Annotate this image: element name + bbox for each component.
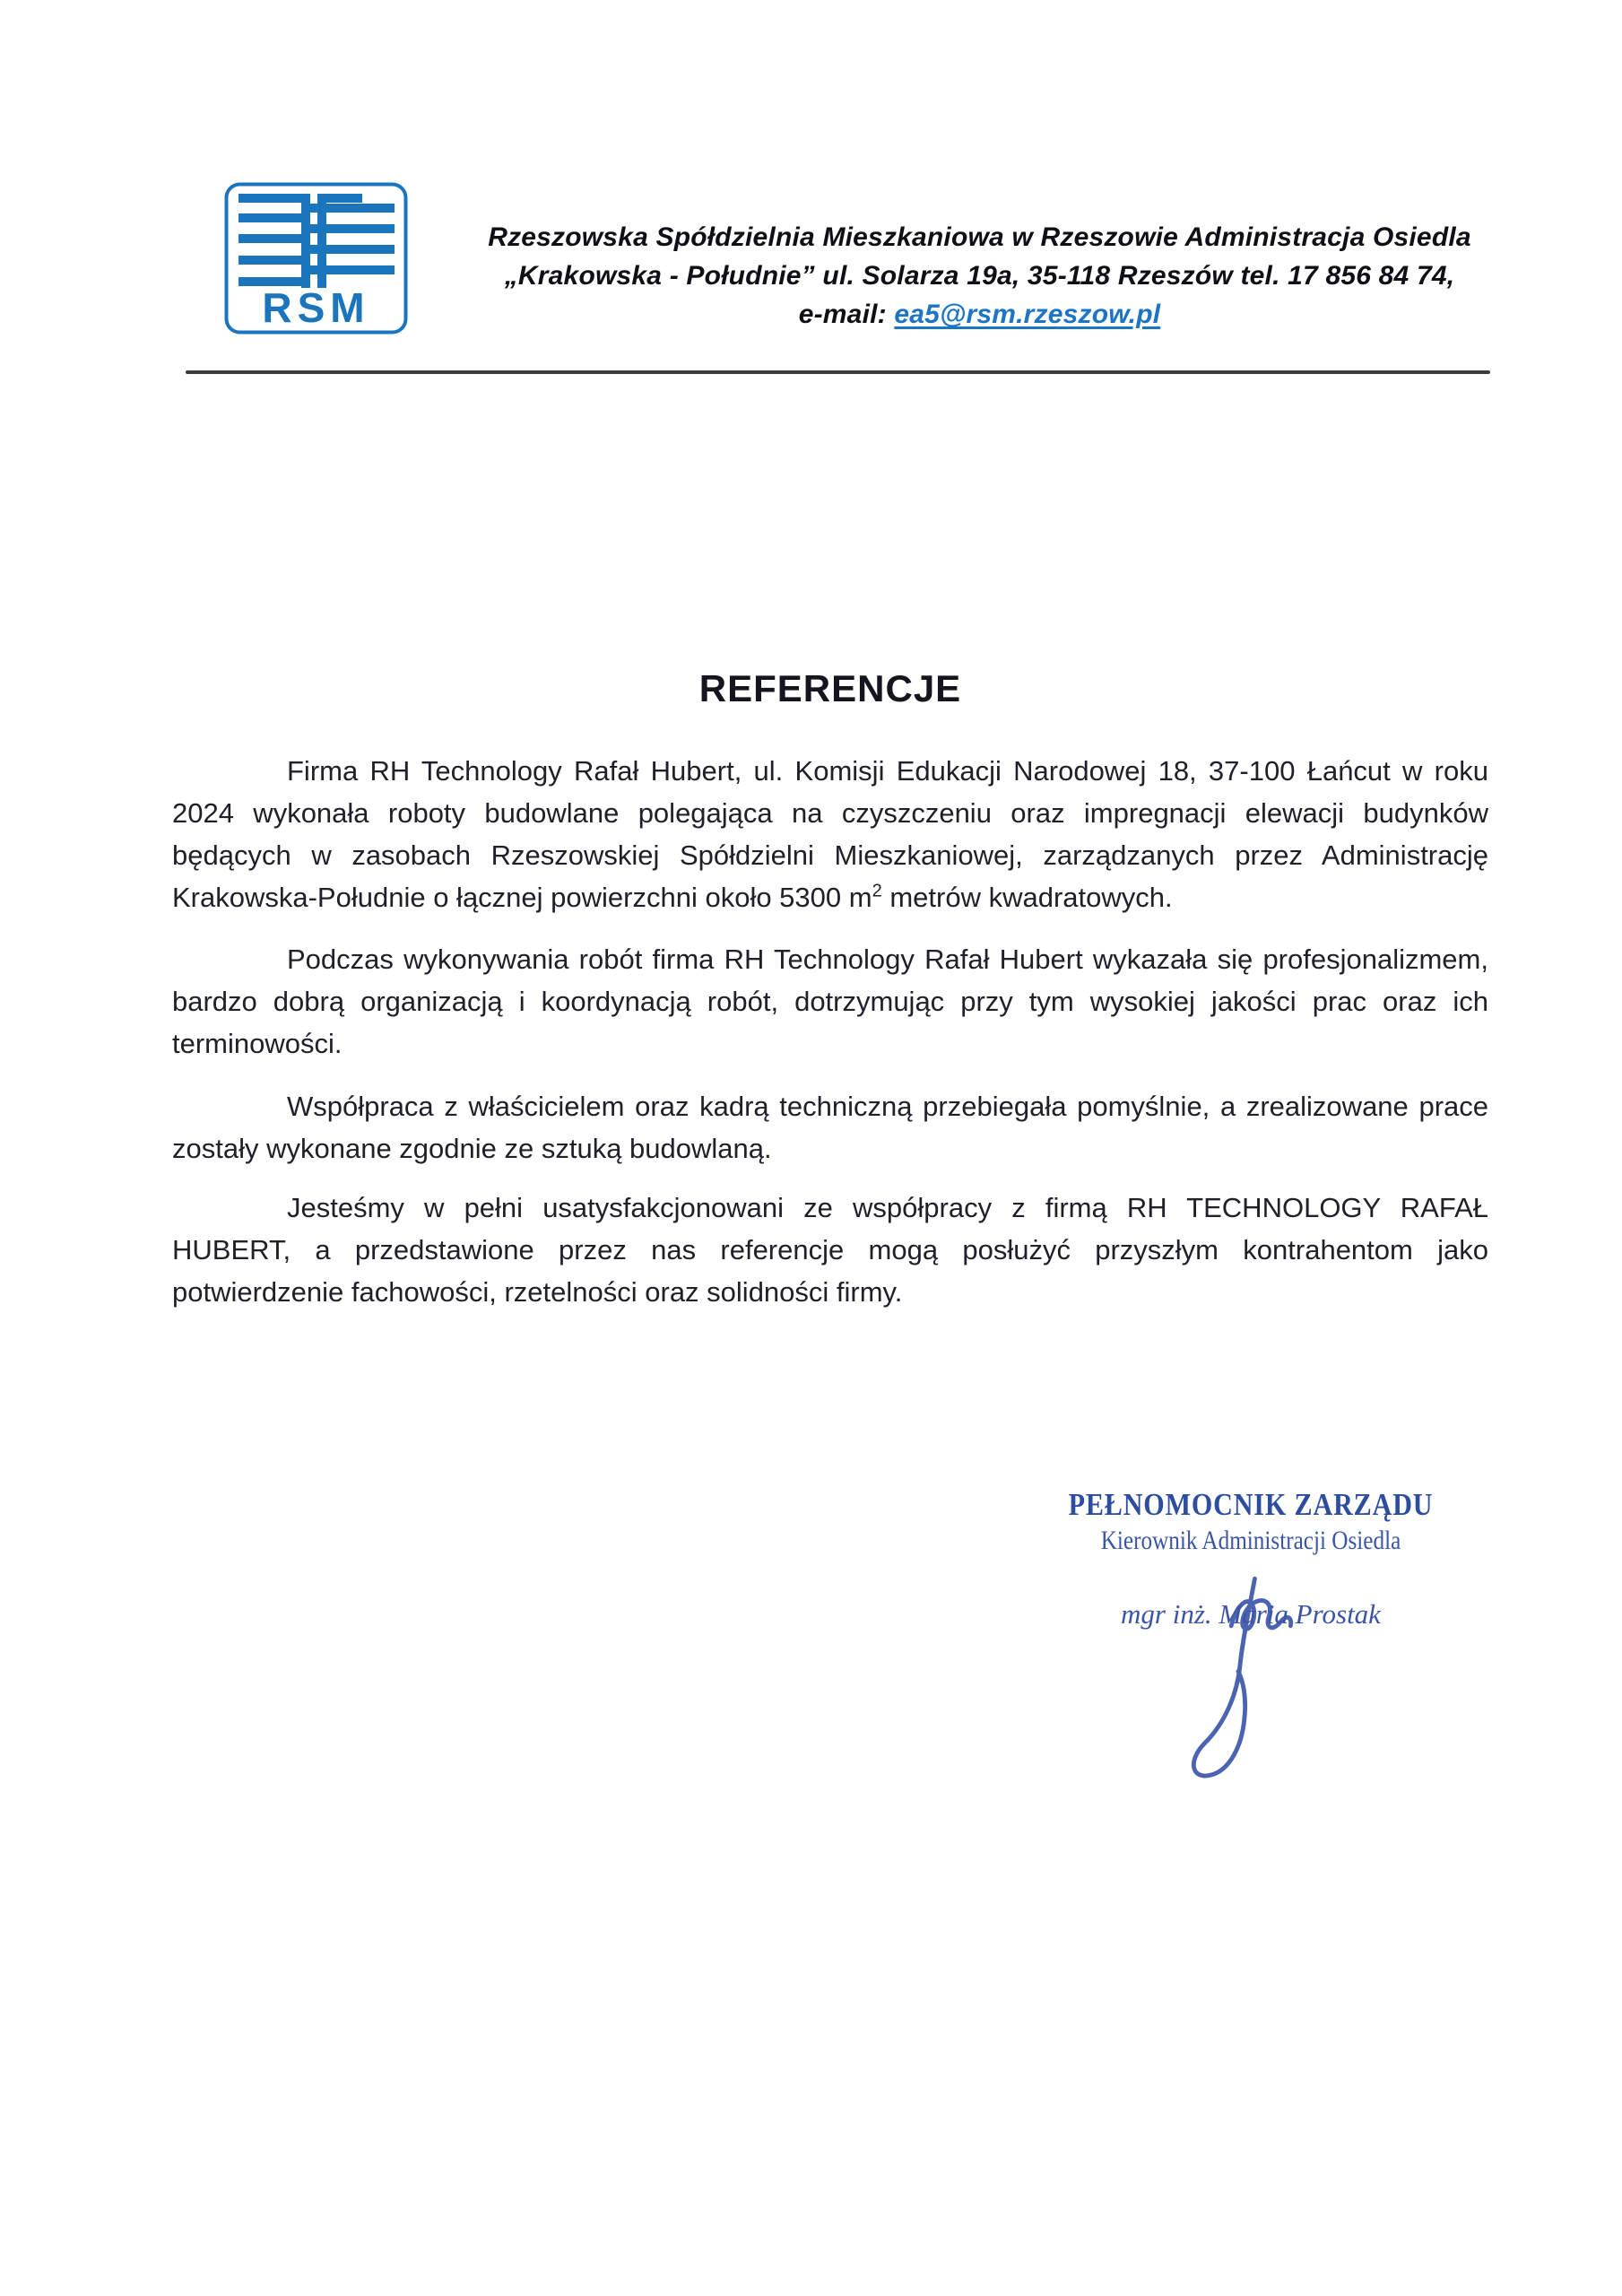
body-paragraph-4 — [172, 1187, 1488, 1313]
paragraph-4-text: Jesteśmy w pełni usatysfakcjonowani ze współpracy z firmą RH TECHNOLOGY RAFAŁ HUBERT, a przedstawione przez nas referencje mogą posłużyć przyszłym kontrahentom jako potwierdzenie fachowości, rzetelności oraz solidności firmy. — [172, 1192, 1488, 1308]
paragraph-3-text: Współpraca z właścicielem oraz kadrą techniczną przebiegała pomyślnie, a zrealizowane prace zostały wykonane zgodnie ze sztuką budowlaną. — [172, 1091, 1488, 1164]
signer-role: PEŁNOMOCNIK ZARZĄDU — [1068, 1487, 1434, 1522]
paragraph-1-text-end: metrów kwadratowych. — [881, 882, 1173, 913]
letterhead-line-1: Rzeszowska Spółdzielnia Mieszkaniowa w Rzeszowie Administracja Osiedla — [488, 222, 1471, 252]
body-paragraph-2 — [172, 938, 1488, 1065]
email-label: e-mail: — [798, 300, 887, 329]
paragraph-2-text: Podczas wykonywania robót firma RH Technology Rafał Hubert wykazała się profesjonalizmem, bardzo dobrą organizacją i koordynacją robót, dotrzymując przy tym wysokiej jakości prac oraz ich terminowości. — [172, 944, 1488, 1059]
superscript-2: 2 — [872, 881, 882, 901]
body-paragraph-3 — [172, 1085, 1488, 1170]
rsm-logo — [224, 182, 408, 335]
rsm-logo-text: RSM — [262, 284, 370, 331]
letterhead-line-2: „Krakowska - Południe” ul. Solarza 19a, 35-118 Rzeszów tel. 17 856 84 74, — [504, 261, 1455, 291]
header-divider — [186, 370, 1490, 374]
letterhead-text — [466, 218, 1493, 334]
signer-name: mgr inż. Maria Prostak — [1121, 1598, 1381, 1630]
body-paragraph-1 — [172, 750, 1488, 918]
signature-block — [1027, 1487, 1475, 1631]
rsm-logo-icon — [224, 182, 408, 335]
email-link[interactable]: ea5@rsm.rzeszow.pl — [894, 300, 1161, 329]
letterhead-line-3 — [466, 295, 1493, 334]
document-title: REFERENCJE — [698, 667, 962, 709]
signer-department: Kierownik Administracji Osiedla — [1100, 1526, 1401, 1555]
paragraph-1-text: Firma RH Technology Rafał Hubert, ul. Komisji Edukacji Narodowej 18, 37-100 Łańcut w roku 2024 wykonała roboty budowlane polegająca na czyszczeniu oraz impregnacji elewacji budynków będących w zasobach Rzeszowskiej Spółdzielni Mieszkaniowej, zarządzanych przez Administrację Krakowska-Południe o łącznej powierzchni około 5300 m — [172, 755, 1488, 913]
